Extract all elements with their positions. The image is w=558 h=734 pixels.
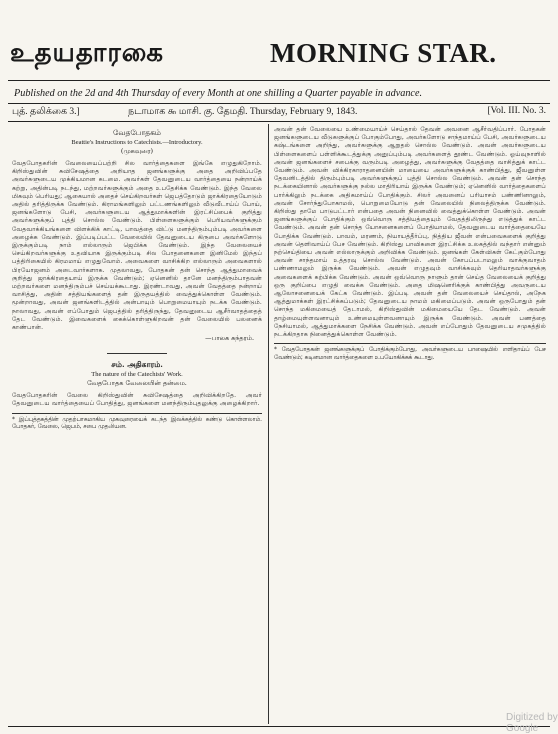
left-footnote	[12, 413, 262, 432]
left-footnote-text: * இப்புத்தகத்தின் முதற்பாகமாகிய முகவுரையைக் கடந்த இலக்கத்தில் கண்டு கொள்ளலாம். போதகர், வேலை, ஜெபம், சபை முதலியன.	[12, 416, 262, 431]
google-watermark: Digitized by Google	[506, 712, 558, 734]
masthead-rule-top	[8, 80, 550, 81]
right-column	[274, 126, 546, 724]
masthead-tamil-title: உதயதாரகை	[10, 38, 165, 68]
column-divider	[268, 124, 269, 724]
masthead-english-title: MORNING STAR.	[270, 38, 497, 68]
article-note: (முகவுரை)	[120, 147, 154, 155]
chapter-heading-tamil: வேதபோதக வேலையின் தன்மை.	[87, 379, 187, 388]
chapter-body: வேதபோதகரின் வேலை கிறிஸ்துவின் சுவிசேஷத்தை அறிவிக்கிறதே. அவர் தேவனுடைய வார்த்தையைப் போதித்து, ஜனங்களை மனந்திரும்புதலுக்கு அழைக்கிறார்.	[12, 392, 262, 408]
chapter-heading-english: The nature of the Catechists' Work.	[91, 371, 183, 379]
dateline-date: நடாமாக ௯ மாசி. கு. தேமதி. Thursday, February 9, 1843.	[128, 107, 358, 117]
article-title-english: Beattie's Instructions to Catechists.—Introductory.	[71, 139, 203, 146]
masthead	[8, 32, 550, 74]
article-body: வேதபோதகரின் வேலையைப்பற்றி சில வார்த்தைகளை இங்கே எழுதுகிறோம். கிறிஸ்துவின் சுவிசேஷத்தை அறியாத ஜனங்களுக்கு அதை அறிவிப்பதே அவர்களுடைய முக்கியமான கடமை. அவர்கள் தேவனுடைய வார்த்தையை நன்றாய்க் கற்று, அதின்படி நடந்து, மற்றவர்களுக்கும் அதை உபதேசிக்க வேண்டும். இந்த வேலை மிகவும் பெரியது; ஆகையால் அதைச் செய்கிறவர்கள் ஜெபத்தோடும் ஜாக்கிரதையோடும் அதில் தரித்திருக்க வேண்டும். கிராமங்களிலும் பட்டணங்களிலும் வீடுவீடாய்ப் போய், ஜனங்களோடு பேசி, அவர்களுடைய ஆத்துமாக்களின் இரட்சிப்பைக் குறித்து அவர்களுக்குப் புத்தி சொல்ல வேண்டும். பிள்ளைகளுக்கும் பெரியவர்களுக்கும் வேதவாக்கியங்களை விளக்கிக் காட்டி, பாவத்தை விட்டு மனந்திரும்பும்படி அவர்களை அழைக்க வேண்டும். இப்படிப்பட்ட வேலையில் தேவனுடைய கிருபை அவர்களோடு இருக்கும்படி நாம் எல்லாரும் ஜெபிக்க வேண்டும். இந்த வேலையைச் செய்கிறவர்களுக்கு உதவியாக இருக்கும்படி சில போதனைகளை இனிமேல் இந்தப் பத்திரிகையில் கிரமமாய் எழுதுவோம். அவைகளை வாசிக்கிற எல்லாரும் அவைகளால் பிரயோஜனம் அடைவார்களாக. முதலாவது, போதகன் தன் சொந்த ஆத்துமாவைக் குறித்து ஜாக்கிரதையாய் இருக்க வேண்டும்; ஏனெனில் தானே மனந்திரும்பாதவன் மற்றவர்களை மனந்திரும்பச் செய்யக்கூடாது. இரண்டாவது, அவன் வேதத்தை நன்றாய் வாசித்து, அதின் சத்தியங்களைத் தன் இருதயத்தில் வைத்துக்கொள்ள வேண்டும். மூன்றாவது, அவன் ஜனங்களிடத்தில் அன்பாயும் பொறுமையாயும் நடக்க வேண்டும். நாலாவது, அவன் எப்போதும் ஜெபத்தில் தரித்திருந்து, தேவனுடைய ஆசீர்வாதத்தைத் தேட வேண்டும். இவைகளைக் கைக்கொள்ளுகிறவன் தன் வேலையில் பலனைக் காண்பான்.	[12, 160, 262, 332]
dateline-volume: [Vol. III. No. 3.	[487, 106, 546, 116]
right-column-body: அவன் தன் வேலையை உண்மையாய்ச் செய்தால் தேவன் அவனை ஆசீர்வதிப்பார். போதகன் ஜனங்களுடைய வீடுகளுக்குப் போகும்போது, அவர்களோடு சாந்தமாய்ப் பேசி, அவர்களுடைய கஷ்டங்களை அறிந்து, அவர்களுக்கு ஆறுதல் சொல்ல வேண்டும். அவன் அவர்களுடைய பிள்ளைகளைப் பள்ளிக்கூடத்துக்கு அனுப்பும்படி அவர்களைத் தூண்ட வேண்டும். ஓய்வுநாளில் அவன் ஜனங்களைச் சபைக்கு வரும்படி அழைத்து, அவர்களுக்கு வேதத்தை வாசித்துக் காட்ட வேண்டும். அவன் விக்கிரகாராதனையின் மாயையை அவர்களுக்குக் காண்பித்து, ஜீவனுள்ள தேவனிடத்தில் திரும்பும்படி அவர்களுக்குப் புத்தி சொல்ல வேண்டும். அவன் தன் சொந்த நடக்கையினால் அவர்களுக்கு நல்ல மாதிரியாய் இருக்க வேண்டும்; ஏனெனில் வார்த்தைகளைப் பார்க்கிலும் நடக்கை அதிகமாய்ப் போதிக்கும். சிலர் அவனைப் பரியாசம் பண்ணினாலும், அவன் சோர்ந்துபோகாமல், பொறுமையோடு தன் வேலையில் நிலைத்திருக்க வேண்டும். கிறிஸ்து தாமே பாடுபட்டார் என்பதை அவன் நினைவில் வைத்துக்கொள்ள வேண்டும். அவன் ஜனங்களுக்குப் போதிக்கும் ஒவ்வொரு சத்தியத்தையும் வேதத்திலிருந்து எடுத்துக் காட்ட வேண்டும். அவன் தன் சொந்த யோசனைகளைப் போதியாமல், தேவனுடைய வார்த்தையையே போதிக்க வேண்டும். பாவம், மரணம், நியாயத்தீர்ப்பு, நித்திய ஜீவன் என்பவைகளைக் குறித்து அவன் தெளிவாய்ப் பேச வேண்டும். கிறிஸ்து பாவிகளை இரட்சிக்க உலகத்தில் வந்தார் என்னும் நற்செய்தியை அவன் எல்லாருக்கும் அறிவிக்க வேண்டும். ஜனங்கள் கேள்விகள் கேட்கும்போது அவன் சாந்தமாய் உத்தரவு சொல்ல வேண்டும். அவன் கோபப்படாமலும் வாக்குவாதம் பண்ணாமலும் இருக்க வேண்டும். அவன் எழுதவும் வாசிக்கவும் தெரியாதவர்களுக்கு அவைகளைக் கற்பிக்க வேண்டும். அவன் ஒவ்வொரு நாளும் தான் செய்த வேலையைக் குறித்து ஒரு குறிப்பை எழுதி வைக்க வேண்டும். அதை மிஷனெரிக்குக் காண்பித்து அவருடைய ஆலோசனையைக் கேட்க வேண்டும். இப்படி அவன் தன் வேலையைச் செய்தால், அநேக ஆத்துமாக்கள் இரட்சிக்கப்படும்; தேவனுடைய நாமம் மகிமைப்படும். அவன் ஒருபோதும் தன் சொந்த மகிமையைத் தேடாமல், கிறிஸ்துவின் மகிமையையே தேட வேண்டும். அவன் தாழ்மையுள்ளவனாயும் உண்மையுள்ளவனாயும் இருக்க வேண்டும். அவன் பணத்தை நேசியாமல், ஆத்துமாக்களை நேசிக்க வேண்டும். அவன் எப்போதும் தேவனுடைய சமுகத்தில் நடக்கிறதாக நினைத்துக்கொள்ள வேண்டும்.	[274, 126, 546, 339]
dateline-left: புத். தலிக்கை 3.]	[12, 107, 80, 117]
dateline	[10, 106, 548, 120]
dateline-rule-top	[8, 103, 550, 104]
left-column	[12, 126, 262, 724]
article-signature: —பாலக சுந்தரம்.	[205, 334, 254, 343]
right-footnote-text: * வேதபோதகன் ஜனங்களுக்குப் போதிக்கும்போது, அவர்களுடைய பாஷையில் எளிதாய்ப் பேச வேண்டும்; கடினமான வார்த்தைகளை உபயோகிக்கக் கூடாது.	[274, 347, 546, 361]
article-title-tamil: வேதபோதகம்	[113, 128, 161, 137]
dateline-rule-bottom	[8, 121, 550, 122]
chapter-heading: ௪ம். அதிகாரம்.	[111, 360, 163, 370]
right-footnote	[274, 343, 546, 362]
page-bottom-rule	[8, 726, 550, 727]
subtitle: Published on the 2d and 4th Thursday of every Month at one shilling a Quarter payable in advance.	[14, 88, 423, 99]
section-separator	[107, 353, 167, 354]
